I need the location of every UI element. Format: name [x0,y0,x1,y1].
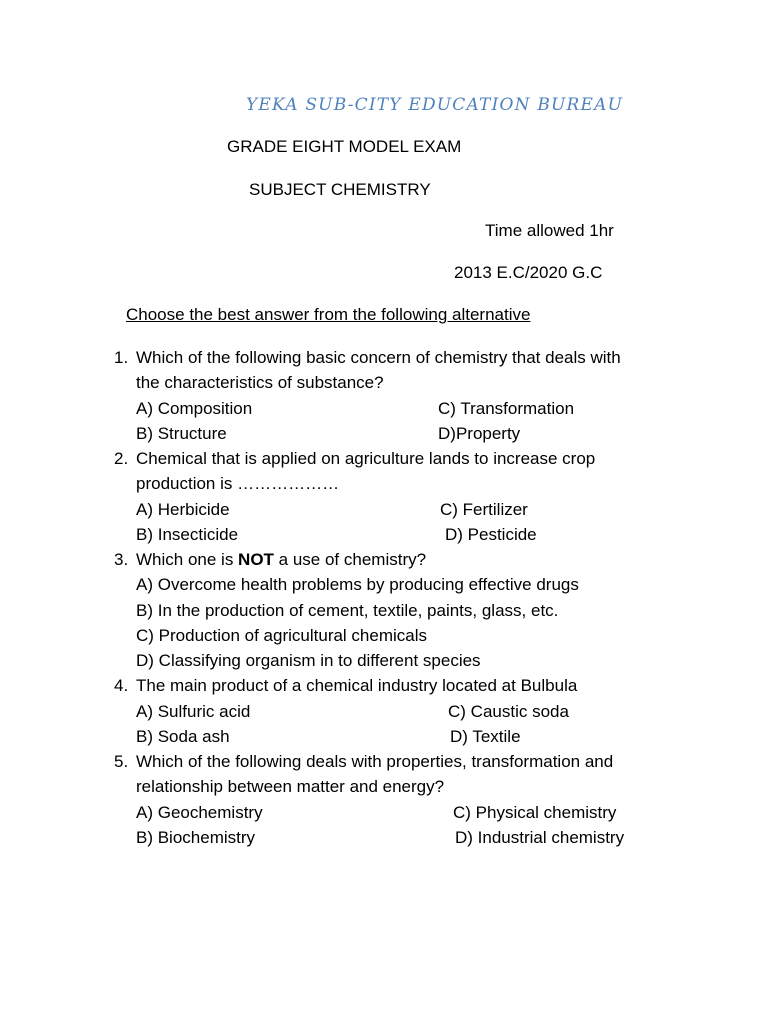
question-text-cont: relationship between matter and energy? [136,777,445,797]
question-text-cont: the characteristics of substance? [136,373,384,393]
q5-option-a: A) Geochemistry [136,803,263,822]
question-number: 4. [114,676,129,695]
instruction: Choose the best answer from the following alternative [126,305,531,324]
question-number: 2. [114,449,129,468]
question-text: Chemical that is applied on agriculture lands to increase crop [136,449,596,468]
q4-option-d: D) Textile [450,727,521,746]
q1-option-d: D)Property [438,424,521,443]
subject-title: SUBJECT CHEMISTRY [249,180,431,199]
question-1 [114,345,621,396]
q3-option-a: A) Overcome health problems by producing effective drugs [136,575,579,595]
question-text: Which one is NOT a use of chemistry? [136,550,427,569]
q1-option-b: B) Structure [136,424,227,443]
question-number: 1. [114,348,129,367]
question-3 [114,547,579,673]
q3-option-d: D) Classifying organism in to different species [136,651,481,671]
q1-option-a: A) Composition [136,399,253,418]
q2-option-d: D) Pesticide [445,525,537,544]
exam-year: 2013 E.C/2020 G.C [454,263,603,282]
question-number: 5. [114,752,129,771]
q4-option-a: A) Sulfuric acid [136,702,251,721]
q3-option-b: B) In the production of cement, textile, paints, glass, etc. [136,600,559,620]
question-text: The main product of a chemical industry located at Bulbula [136,676,578,695]
time-allowed: Time allowed 1hr [485,221,614,240]
q2-option-c: C) Fertilizer [440,500,528,519]
q4-option-b: B) Soda ash [136,727,230,746]
bureau-title: YEKA SUB-CITY EDUCATION BUREAU [246,95,624,115]
question-text: Which of the following deals with properties, transformation and [136,752,614,771]
q2-option-b: B) Insecticide [136,525,239,544]
question-number: 3. [114,550,129,569]
question-2 [114,446,595,497]
question-4 [114,673,577,698]
q5-option-b: B) Biochemistry [136,828,256,847]
q3-option-c: C) Production of agricultural chemicals [136,625,428,645]
emphasis-not: NOT [238,550,274,569]
q2-option-a: A) Herbicide [136,500,230,519]
question-text-cont: production is ……………… [136,474,340,494]
exam-title: GRADE EIGHT MODEL EXAM [227,137,462,156]
question-text: Which of the following basic concern of chemistry that deals with [136,348,621,367]
q5-option-c: C) Physical chemistry [453,803,617,822]
q4-option-c: C) Caustic soda [448,702,569,721]
question-5 [114,749,613,800]
q1-option-c: C) Transformation [438,399,575,418]
q5-option-d: D) Industrial chemistry [455,828,625,847]
